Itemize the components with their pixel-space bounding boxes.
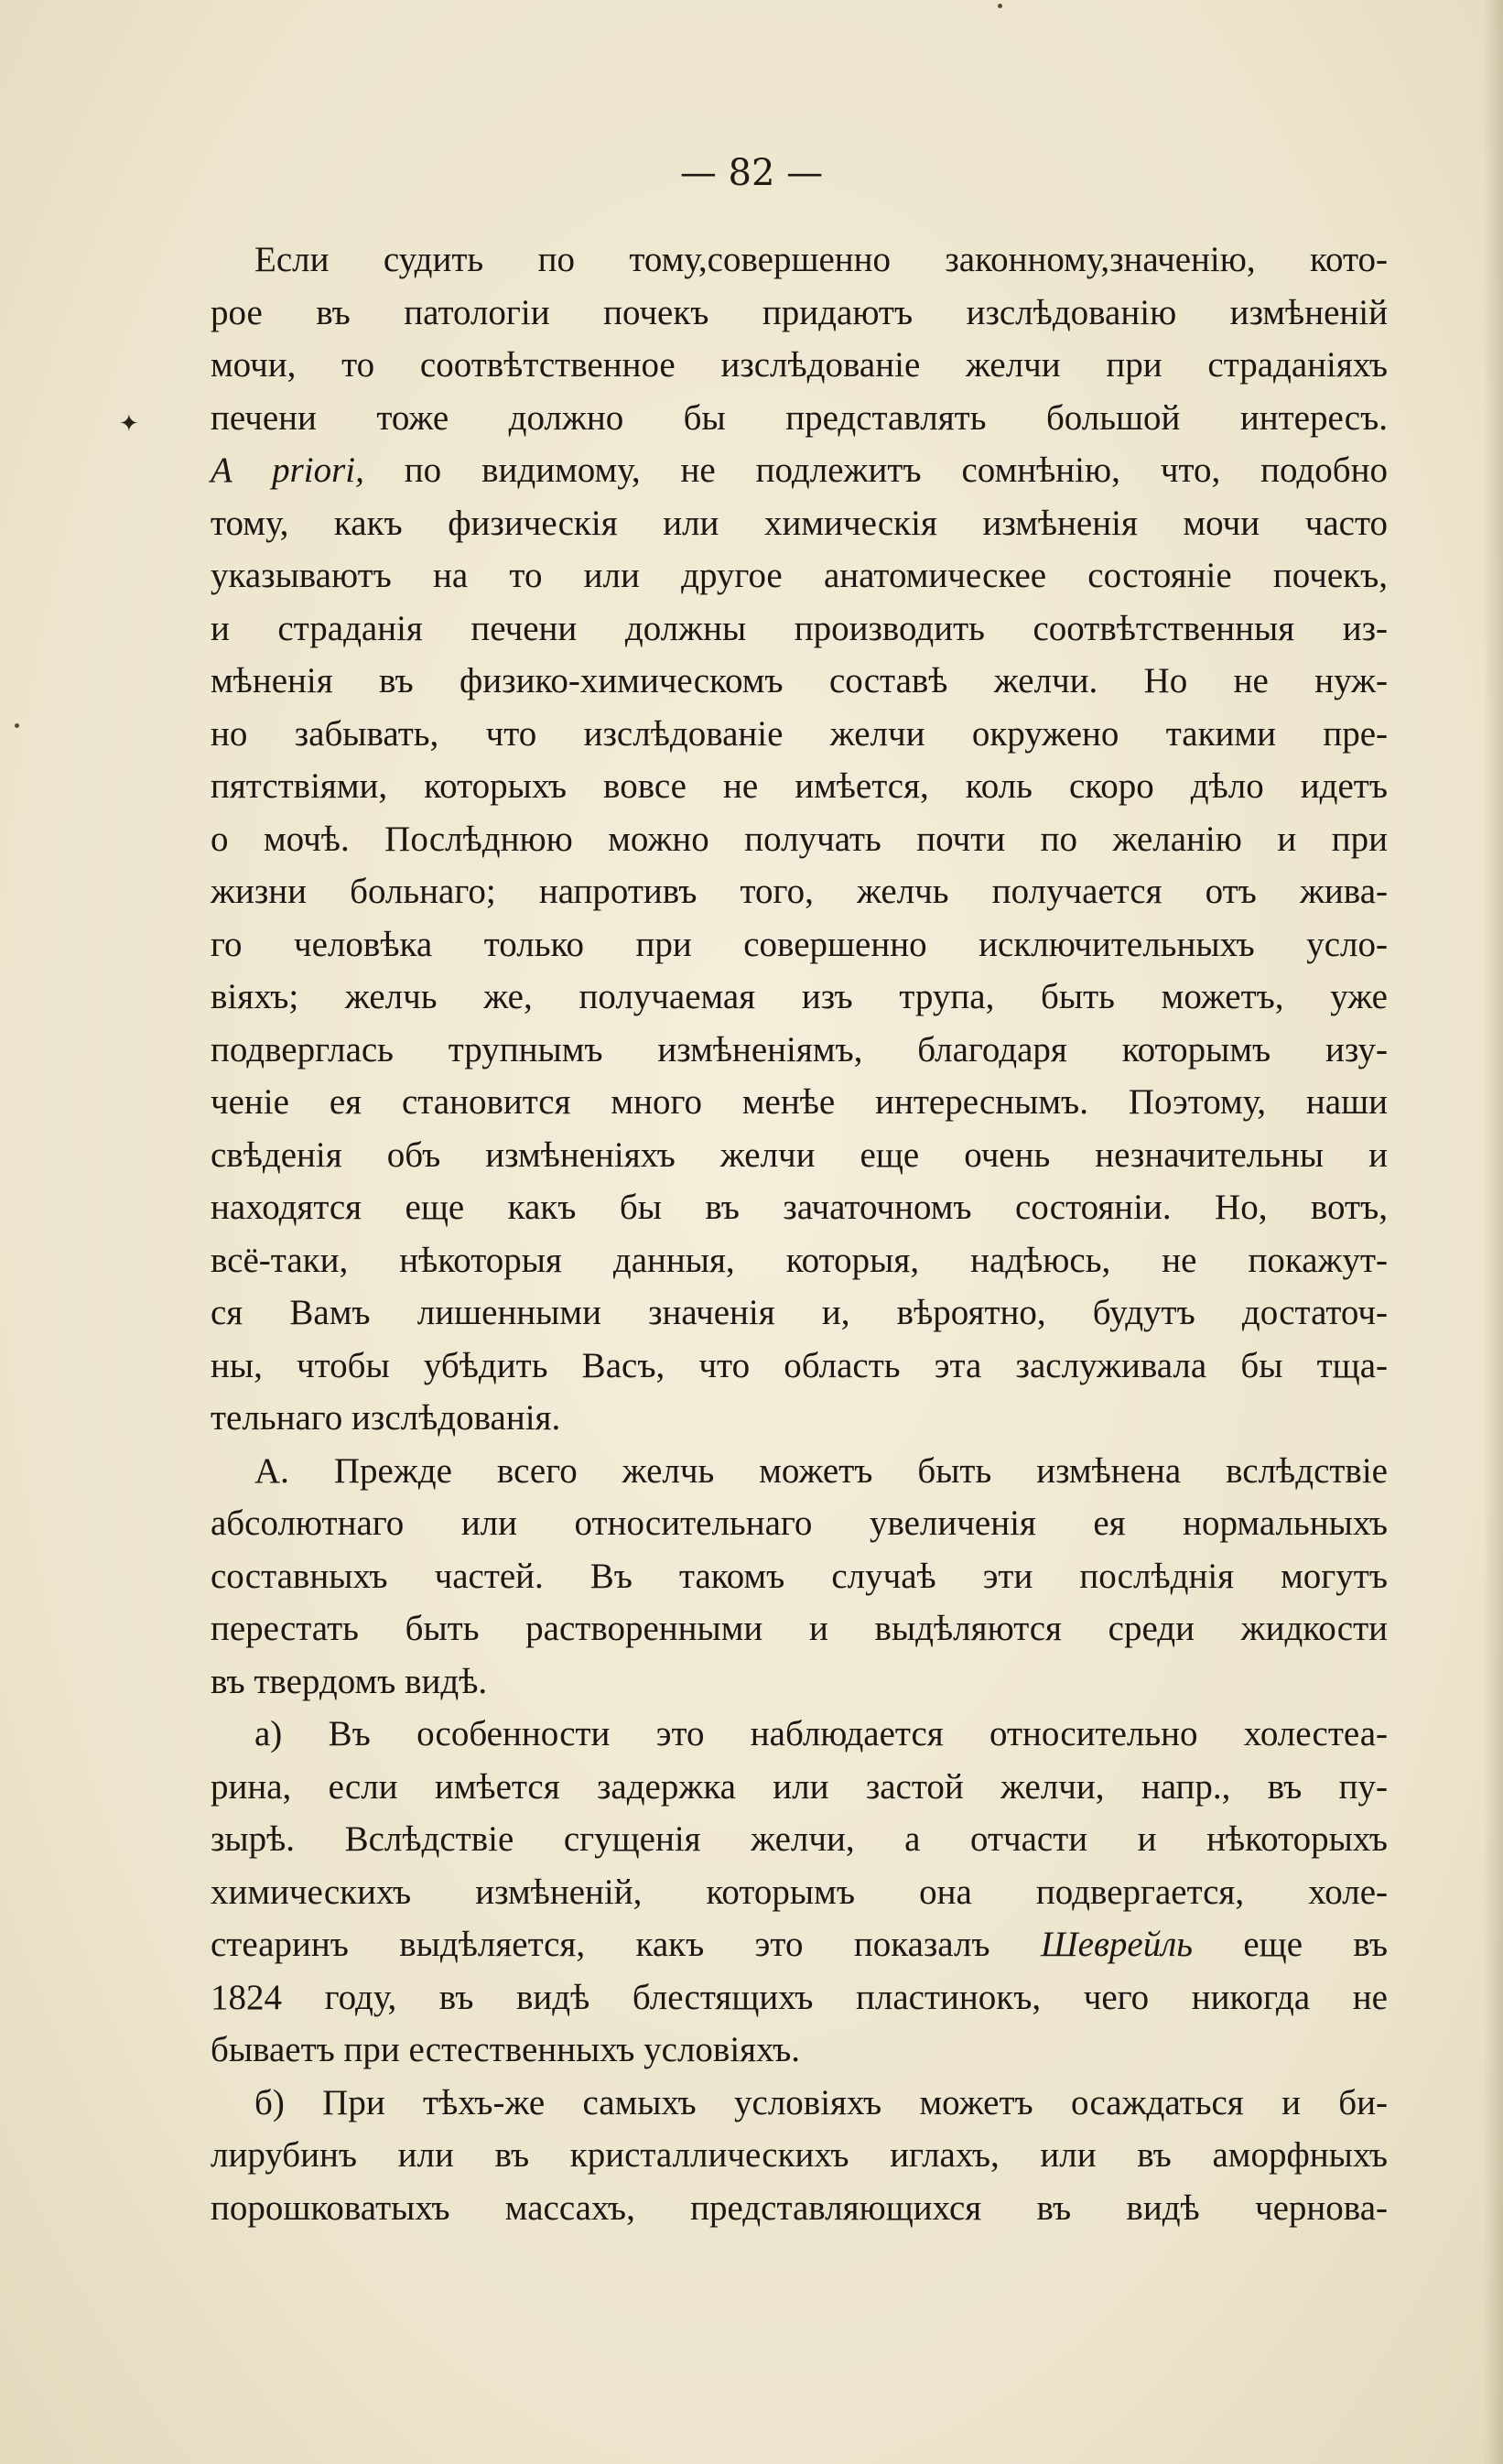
text-line: го человѣка только при совершенно исключительныхъ усло- [211, 924, 1388, 964]
text-line: лирубинъ или въ кристаллическихъ иглахъ, или въ аморфныхъ [211, 2135, 1388, 2175]
margin-mark-icon: ✦ [119, 410, 139, 438]
text-line: бываетъ при естественныхъ условіяхъ. [211, 2030, 801, 2069]
text-line: віяхъ; желчь же, получаемая изъ трупа, быть можетъ, уже [211, 977, 1388, 1016]
text-line: б) При тѣхъ-же самыхъ условіяхъ можетъ осаждаться и би- [254, 2082, 1388, 2122]
text-line: абсолютнаго или относительнаго увеличенія ея нормальныхъ [211, 1503, 1388, 1543]
text-line: всё-таки, нѣкоторыя данныя, которыя, надѣюсь, не покажут- [211, 1240, 1388, 1280]
text-line: находятся еще какъ бы въ зачаточномъ состояніи. Но, вотъ, [211, 1188, 1388, 1227]
text-line: ны, чтобы убѣдить Васъ, что область эта заслуживала бы тща- [211, 1345, 1388, 1385]
paper-speck [998, 4, 1002, 8]
italic-name: Шеврейль [1040, 1925, 1193, 1964]
text-line: а) Въ особенности это наблюдается относительно холестеа- [254, 1714, 1388, 1753]
page-edge-shadow [1483, 0, 1503, 2464]
text-line: составныхъ частей. Въ такомъ случаѣ эти послѣднія могутъ [211, 1556, 1388, 1596]
text-line-rest: по видимому, не подлежитъ сомнѣнію, что, подобно [404, 450, 1388, 490]
text-line: химическихъ измѣненій, которымъ она подвергается, холе- [211, 1872, 1388, 1912]
paragraph-1 [211, 233, 1388, 1445]
paper-speck [15, 723, 19, 728]
text-line: указываютъ на то или другое анатомическее состояніе почекъ, [211, 556, 1388, 595]
page-number: — 82 — [679, 152, 824, 194]
text-line: ся Вамъ лишенными значенія и, вѣроятно, будутъ достаточ- [211, 1293, 1388, 1332]
text-line: мѣненія въ физико-химическомъ составѣ желчи. Но не нуж- [211, 661, 1388, 700]
text-line: о мочѣ. Послѣднюю можно получать почти по желанію и при [211, 819, 1388, 859]
text-line: тельнаго изслѣдованія. [211, 1398, 561, 1438]
text-line: перестать быть растворенными и выдѣляются среди жидкости [211, 1609, 1388, 1648]
text-line: пятствіями, которыхъ вовсе не имѣется, коль скоро дѣло идетъ [211, 766, 1388, 806]
paragraph-4 [211, 2077, 1388, 2235]
text-line: свѣденія объ измѣненіяхъ желчи еще очень незначительны и [211, 1134, 1388, 1175]
text-line-start: стеаринъ выдѣляется, какъ это показалъ [211, 1925, 990, 1964]
text-line [211, 1918, 1388, 1971]
text-line: мочи, то соотвѣтственное изслѣдованіе желчи при страданіяхъ [211, 345, 1388, 385]
text-line: рое въ патологіи почекъ придаютъ изслѣдованію измѣненій [211, 292, 1388, 332]
text-line [211, 444, 1388, 497]
text-line: тому, какъ физическія или химическія измѣненія мочи часто [211, 503, 1388, 543]
paragraph-2 [211, 1445, 1388, 1709]
text-line: ченіе ея становится много менѣе интереснымъ. Поэтому, наши [211, 1082, 1388, 1122]
body-text [211, 233, 1388, 2234]
text-line: 1824 году, въ видѣ блестящихъ пластинокъ, чего никогда не [211, 1977, 1388, 2017]
text-line: но забывать, что изслѣдованіе желчи окружено такими пре- [211, 713, 1388, 754]
paragraph-3 [211, 1708, 1388, 2077]
text-line: А. Прежде всего желчь можетъ быть измѣнена вслѣдствіе [254, 1450, 1388, 1491]
text-line: порошковатыхъ массахъ, представляющихся въ видѣ чернова- [211, 2187, 1388, 2228]
text-line: зырѣ. Вслѣдствіе сгущенія желчи, а отчасти и нѣкоторыхъ [211, 1819, 1388, 1859]
text-line: Если судить по тому,совершенно законному,значенію, кото- [254, 240, 1388, 279]
text-line: жизни больнаго; напротивъ того, желчь получается отъ жива- [211, 872, 1388, 911]
text-line: подверглась трупнымъ измѣненіямъ, благодаря которымъ изу- [211, 1029, 1388, 1069]
text-line: печени тоже должно бы представлять большой интересъ. [211, 397, 1388, 438]
italic-phrase: A priori, [211, 450, 364, 490]
text-line: и страданія печени должны производить соотвѣтственныя из- [211, 608, 1388, 648]
text-line-end: еще въ [1243, 1925, 1389, 1964]
text-line: рина, если имѣется задержка или застой желчи, напр., въ пу- [211, 1766, 1388, 1807]
text-line: въ твердомъ видѣ. [211, 1661, 488, 1701]
